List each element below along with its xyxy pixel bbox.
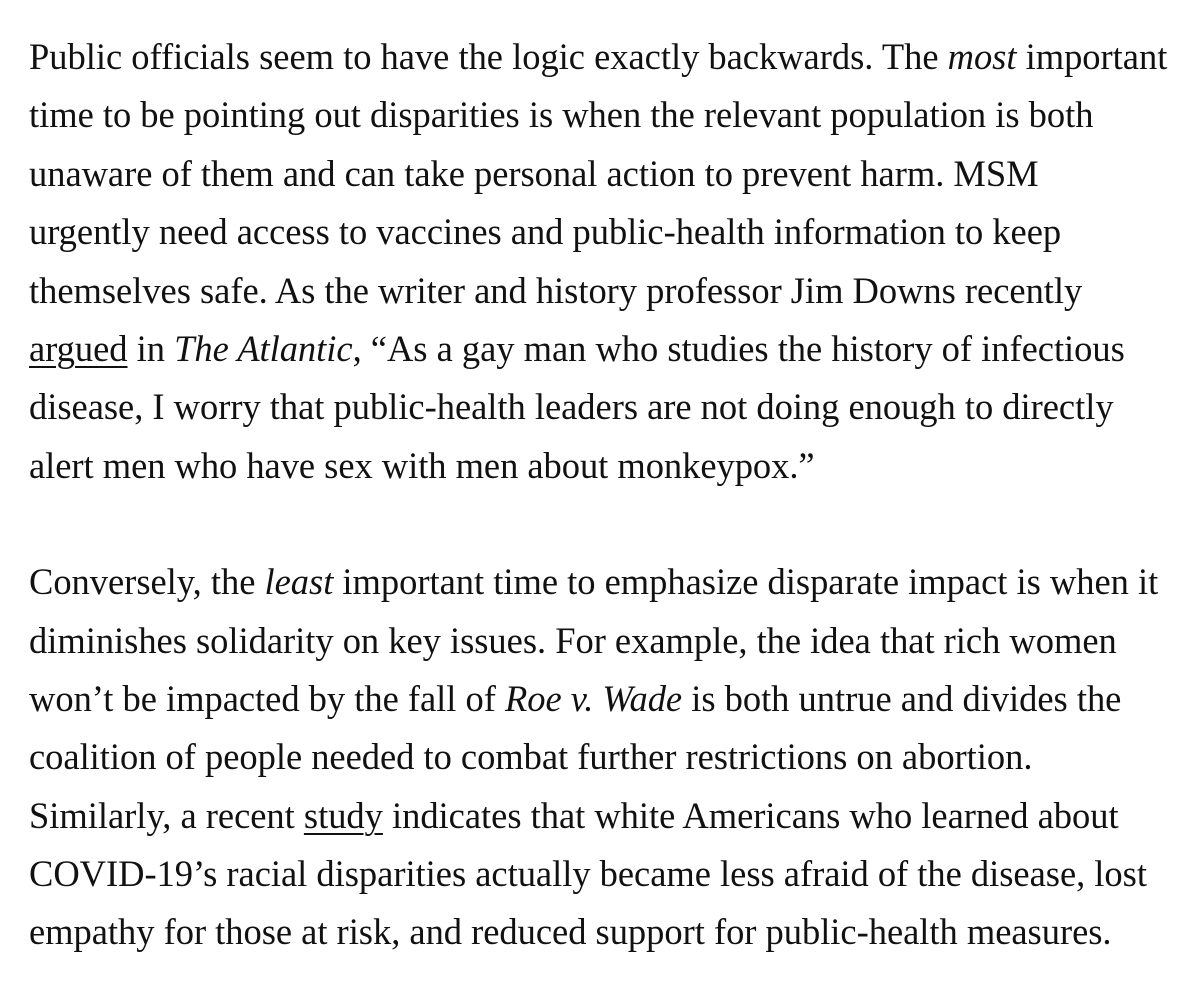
text-line: urgently need access to vaccines and public-health information to keep [29, 211, 1062, 253]
text-run: , “As a gay man who studies the history of infectious [352, 327, 1125, 369]
case-name: Roe v. Wade [504, 677, 683, 719]
text-line: alert men who have sex with men about monkeypox.” [29, 444, 815, 486]
text-run: Similarly, a recent [29, 794, 304, 836]
text-line: COVID-19’s racial disparities actually became less afraid of the disease, lost [29, 853, 1147, 895]
text-line [29, 670, 1200, 728]
text-line [29, 28, 1200, 86]
text-run: Public officials seem to have the logic exactly backwards. The [29, 36, 948, 77]
text-line: coalition of people needed to combat further restrictions on abortion. [29, 736, 1033, 778]
emphasis-least: least [264, 561, 334, 603]
text-line [29, 553, 1200, 611]
text-line: themselves safe. As the writer and history professor Jim Downs recently [29, 269, 1083, 311]
text-run: won’t be impacted by the fall of [29, 677, 505, 719]
text-line [29, 787, 1200, 845]
study-link[interactable]: study [303, 794, 383, 836]
publication-title: The Atlantic [174, 327, 353, 369]
text-line [29, 320, 1200, 378]
text-run: important [1016, 36, 1168, 77]
paragraph-2 [29, 553, 1200, 962]
text-run: in [127, 327, 175, 369]
argued-link[interactable]: argued [29, 327, 128, 369]
emphasis-most: most [947, 36, 1017, 77]
text-run: important time to emphasize disparate impact is when it [333, 561, 1159, 603]
text-line: time to be pointing out disparities is when the relevant population is both [29, 94, 1094, 136]
text-line: diminishes solidarity on key issues. For example, the idea that rich women [29, 619, 1117, 661]
text-run: Conversely, the [29, 561, 265, 603]
text-line: empathy for those at risk, and reduced support for public-health measures. [29, 911, 1112, 953]
paragraph-1 [29, 28, 1200, 495]
text-run: is both untrue and divides the [682, 677, 1122, 719]
text-line: disease, I worry that public-health leaders are not doing enough to directly [29, 386, 1114, 428]
text-line: unaware of them and can take personal action to prevent harm. MSM [29, 152, 1039, 194]
text-run: indicates that white Americans who learned about [382, 794, 1119, 836]
